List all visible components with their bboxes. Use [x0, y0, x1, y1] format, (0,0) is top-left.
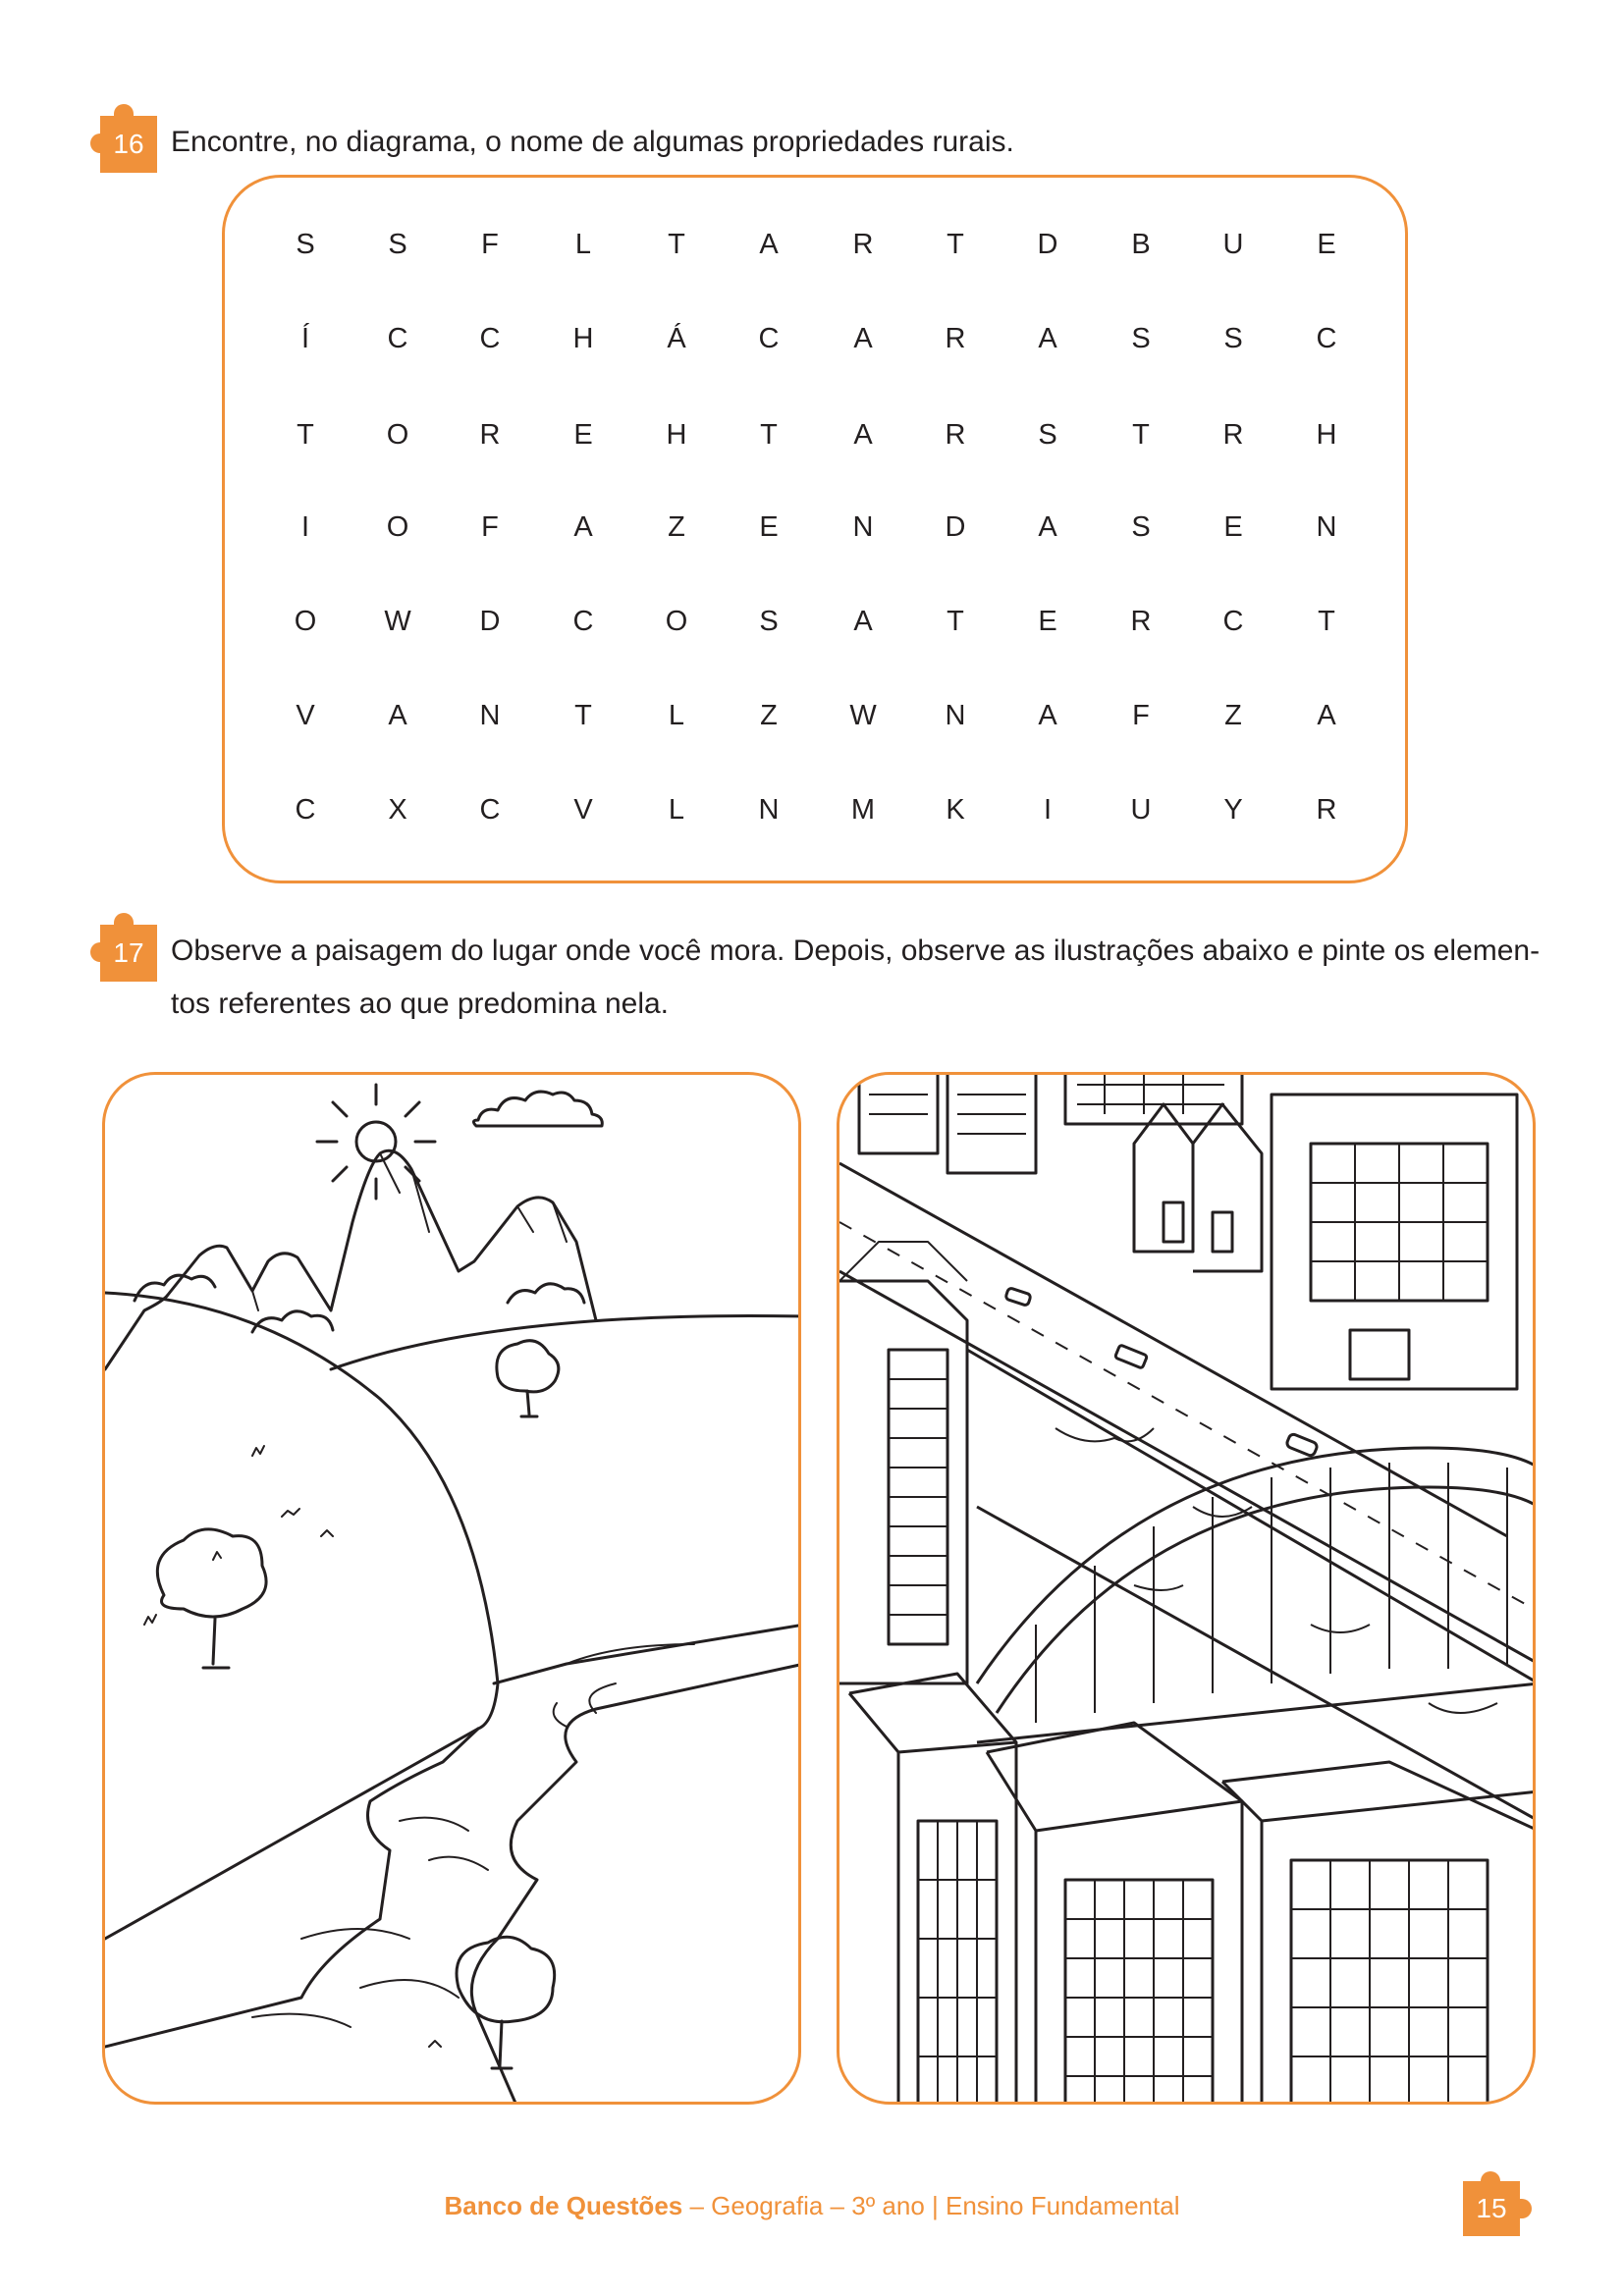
grid-letter[interactable]: T — [1318, 606, 1335, 637]
grid-letter[interactable]: A — [573, 511, 593, 543]
grid-letter[interactable]: O — [386, 419, 409, 451]
grid-letter[interactable]: O — [294, 606, 317, 637]
grid-letter[interactable]: T — [947, 606, 964, 637]
grid-letter[interactable]: A — [853, 323, 873, 354]
rural-landscape-illustration[interactable] — [102, 1072, 801, 2105]
road-drawing — [839, 1163, 1536, 1664]
grid-letter[interactable]: Í — [300, 323, 310, 354]
question-number-badge — [100, 116, 157, 173]
question-17-text-line2: tos referentes ao que predomina nela. — [171, 988, 669, 1020]
grid-letter[interactable]: M — [850, 794, 876, 826]
grid-letter[interactable]: Z — [668, 511, 685, 543]
grid-letter[interactable]: C — [479, 794, 501, 826]
grid-letter[interactable]: K — [946, 794, 965, 826]
grid-letter[interactable]: E — [759, 511, 779, 543]
grid-letter[interactable]: R — [1130, 606, 1152, 637]
grid-letter[interactable]: C — [479, 323, 501, 354]
grid-letter[interactable]: R — [852, 229, 874, 260]
grid-letter[interactable]: S — [1131, 511, 1151, 543]
grid-letter[interactable]: R — [479, 419, 501, 451]
grid-letter[interactable]: W — [384, 606, 411, 637]
footer-credit — [0, 2191, 1624, 2221]
grid-letter[interactable]: I — [300, 511, 310, 543]
grid-letter[interactable]: L — [668, 700, 685, 731]
tree-drawing — [497, 1341, 559, 1416]
grid-letter[interactable]: E — [1223, 511, 1243, 543]
grid-letter[interactable]: N — [852, 511, 874, 543]
building-drawing — [849, 1674, 1536, 2105]
question-number: 17 — [113, 937, 144, 968]
grid-letter[interactable]: C — [1222, 606, 1244, 637]
grid-letter[interactable]: S — [1223, 323, 1243, 354]
grid-letter[interactable]: B — [1131, 229, 1151, 260]
page-number: 15 — [1476, 2193, 1507, 2223]
grid-letter[interactable]: T — [760, 419, 778, 451]
page-number-badge — [1463, 2181, 1520, 2236]
cloud-drawing — [473, 1092, 602, 1126]
grid-letter[interactable]: A — [1038, 700, 1057, 731]
grid-letter[interactable]: N — [1316, 511, 1337, 543]
grid-letter[interactable]: C — [387, 323, 408, 354]
grid-letter[interactable]: C — [572, 606, 594, 637]
grid-letter[interactable]: S — [388, 229, 407, 260]
grid-letter[interactable]: Á — [667, 323, 686, 354]
grid-letter[interactable]: R — [1222, 419, 1244, 451]
grid-letter[interactable]: U — [1130, 794, 1152, 826]
grid-letter[interactable]: D — [945, 511, 966, 543]
footer-subtitle: – Geografia – 3º ano | Ensino Fundamental — [682, 2191, 1180, 2220]
bridge-drawing — [977, 1448, 1536, 1742]
buildings-drawing — [859, 1075, 1517, 1389]
grid-letter[interactable]: T — [297, 419, 314, 451]
grid-letter[interactable]: R — [945, 419, 966, 451]
grid-letter[interactable]: T — [1132, 419, 1150, 451]
grid-letter[interactable]: E — [573, 419, 593, 451]
grid-letter[interactable]: X — [388, 794, 407, 826]
bushes-drawing — [135, 1275, 584, 1332]
grid-letter[interactable]: A — [388, 700, 407, 731]
footer-title: Banco de Questões — [444, 2191, 683, 2220]
tree-drawing — [157, 1529, 266, 1668]
grid-letter[interactable]: O — [665, 606, 688, 637]
question-number-badge — [100, 925, 157, 982]
hill-drawing — [105, 1293, 498, 1939]
grid-letter[interactable]: D — [1037, 229, 1058, 260]
grid-letter[interactable]: H — [666, 419, 687, 451]
grid-letter[interactable]: C — [1316, 323, 1337, 354]
grid-letter[interactable]: F — [481, 229, 499, 260]
grid-letter[interactable]: F — [481, 511, 499, 543]
grid-letter[interactable]: A — [759, 229, 779, 260]
mountains-drawing — [105, 1150, 596, 1369]
grid-letter[interactable]: H — [1316, 419, 1337, 451]
grid-letter[interactable]: S — [296, 229, 315, 260]
grid-letter[interactable]: V — [296, 700, 315, 731]
question-17-text-line1: Observe a paisagem do lugar onde você mora. Depois, observe as ilustrações abaixo e pinte os elemen- — [171, 934, 1541, 967]
grid-letter[interactable]: S — [1038, 419, 1057, 451]
grid-letter[interactable]: C — [758, 323, 780, 354]
grid-letter[interactable]: T — [574, 700, 592, 731]
car-drawing — [1285, 1433, 1318, 1457]
grid-letter[interactable]: Y — [1223, 794, 1243, 826]
grid-letter[interactable]: C — [295, 794, 316, 826]
grid-letter[interactable]: S — [759, 606, 779, 637]
question-number: 16 — [113, 129, 144, 159]
grid-letter[interactable]: W — [849, 700, 877, 731]
grid-letter[interactable]: A — [1038, 323, 1057, 354]
grid-letter[interactable]: D — [479, 606, 501, 637]
grid-letter[interactable]: A — [1317, 700, 1336, 731]
grid-letter[interactable]: I — [1043, 794, 1053, 826]
grid-letter[interactable]: R — [945, 323, 966, 354]
grid-letter[interactable]: N — [479, 700, 501, 731]
grid-letter[interactable]: A — [853, 419, 873, 451]
river-drawing — [105, 1729, 478, 2047]
car-drawing — [1114, 1345, 1147, 1368]
grid-letter[interactable]: A — [853, 606, 873, 637]
grid-letter[interactable]: L — [574, 229, 592, 260]
grid-letter[interactable]: T — [947, 229, 964, 260]
grid-letter[interactable]: O — [386, 511, 409, 543]
grid-letter[interactable]: F — [1132, 700, 1150, 731]
grid-letter[interactable]: R — [1316, 794, 1337, 826]
question-16-text: Encontre, no diagrama, o nome de algumas propriedades rurais. — [171, 126, 1014, 158]
grid-letter[interactable]: E — [1317, 229, 1336, 260]
grid-letter[interactable]: T — [668, 229, 685, 260]
grid-letter[interactable]: Z — [1224, 700, 1242, 731]
grid-letter[interactable]: S — [1131, 323, 1151, 354]
grid-letter[interactable]: U — [1222, 229, 1244, 260]
grid-letter[interactable]: N — [758, 794, 780, 826]
grid-letter[interactable]: L — [668, 794, 685, 826]
grid-letter[interactable]: A — [1038, 511, 1057, 543]
grid-letter[interactable]: N — [945, 700, 966, 731]
grid-letter[interactable]: E — [1038, 606, 1057, 637]
river-drawing — [967, 1350, 1536, 1821]
grid-letter[interactable]: V — [573, 794, 593, 826]
car-drawing — [1005, 1288, 1032, 1307]
urban-landscape-illustration[interactable] — [837, 1072, 1536, 2105]
tree-drawing — [457, 1937, 555, 2068]
grid-letter[interactable]: H — [572, 323, 594, 354]
word-search-grid — [222, 175, 1408, 883]
grid-letter[interactable]: Z — [760, 700, 778, 731]
